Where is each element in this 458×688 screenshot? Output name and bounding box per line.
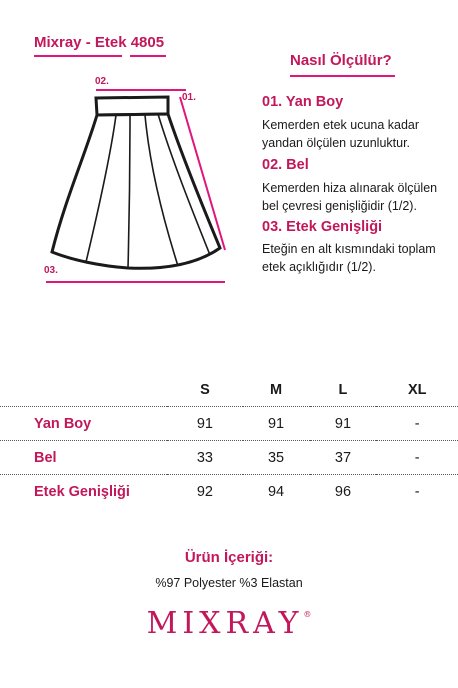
content-title: Ürün İçeriği:	[184, 549, 274, 566]
size-cell: 37	[310, 441, 377, 475]
size-table	[0, 373, 458, 508]
size-cell: 91	[310, 407, 377, 441]
measure-desc-waist: Kemerden hiza alınarak ölçülen bel çevresi genişliğidir (1/2).	[262, 181, 438, 213]
size-cell: 92	[167, 475, 242, 509]
size-cell: 96	[310, 475, 377, 509]
size-header: XL	[407, 381, 427, 398]
size-header-row	[0, 373, 458, 407]
row-label: Yan Boy	[0, 407, 167, 441]
measure-heading-hem: 03. Etek Genişliği	[262, 219, 383, 235]
howto-title: Nasıl Ölçülür?	[290, 52, 392, 69]
brand-logo	[0, 606, 458, 641]
skirt-waistband	[96, 97, 168, 115]
howto-underline	[290, 75, 395, 77]
content-text: %97 Polyester %3 Elastan	[155, 576, 303, 590]
size-cell: -	[376, 441, 458, 475]
title-underline	[34, 55, 122, 57]
diagram-label-length: 01.	[182, 92, 196, 103]
size-cell: 33	[167, 441, 242, 475]
size-header-empty	[0, 373, 167, 407]
diagram-label-hem: 03.	[44, 265, 58, 276]
size-cell: -	[376, 475, 458, 509]
measure-heading-length: 01. Yan Boy	[262, 94, 344, 110]
measure-desc-length: Kemerden etek ucuna kadar yandan ölçülen uzunluktur.	[262, 118, 420, 150]
size-cell: 35	[243, 441, 310, 475]
size-cell: -	[376, 407, 458, 441]
table-row	[0, 441, 458, 475]
title-underline	[130, 55, 166, 57]
row-label: Etek Genişliği	[0, 475, 167, 509]
table-row	[0, 407, 458, 441]
row-label: Bel	[0, 441, 167, 475]
skirt-body	[52, 114, 220, 268]
size-header: M	[269, 381, 283, 398]
registered-mark: ®	[303, 610, 312, 619]
size-cell: 91	[167, 407, 242, 441]
size-cell: 91	[243, 407, 310, 441]
size-cell: 94	[243, 475, 310, 509]
page-title: Mixray - Etek 4805	[34, 34, 165, 51]
measure-desc-hem: Eteğin en alt kısmındaki toplam etek açıklığıdır (1/2).	[262, 242, 436, 274]
brand-logo-text: MIXRAY	[146, 606, 304, 641]
size-header: S	[200, 381, 210, 398]
diagram-label-waist: 02.	[95, 76, 109, 87]
table-row	[0, 475, 458, 509]
skirt-diagram	[30, 70, 230, 290]
size-header: L	[338, 381, 348, 398]
measure-heading-waist: 02. Bel	[262, 157, 309, 173]
